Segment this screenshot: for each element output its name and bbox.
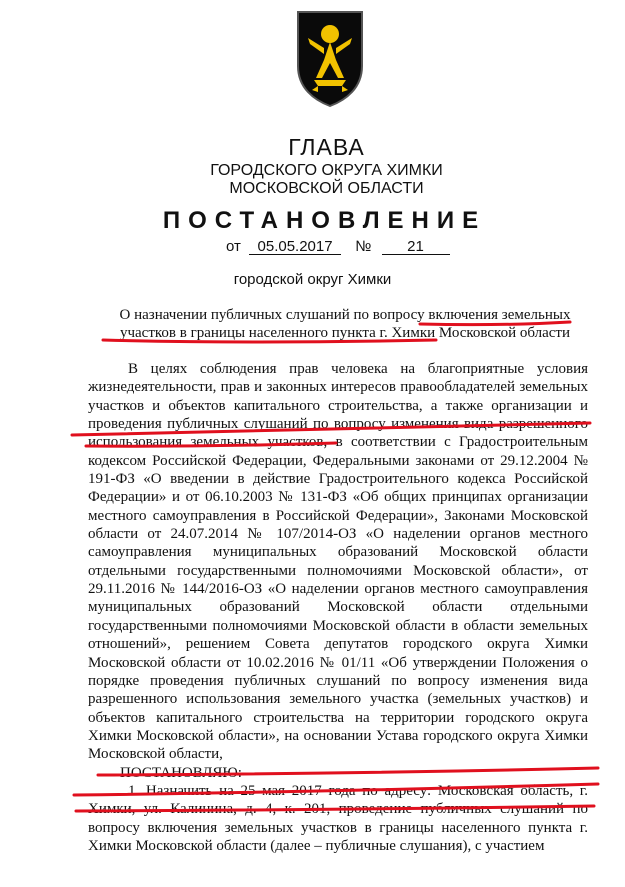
preamble-paragraph: В целях соблюдения прав человека на благоприятные условия жизнедеятельности, прав и законных интересов правообладателей земельных участков и объектов капитального строительства, а также организации и проведения публичных слушаний по вопросу изменения вида разрешенного использования земельных участков, в соответствии с Градостроительным кодексом Российской Федерации, Федеральными законами от 29.12.2004 № 191-ФЗ «О введении в действие Градостроительного кодекса Российской Федерации» и от 06.10.2003 № 131-ФЗ «Об общих принципах организации местного самоуправления в Российской Федерации», Законами Московской области от 24.07.2014 № 107/2014-ОЗ «О наделении органов местного самоуправления муниципальных образований Московской области отдельными государственными полномочиями Московской области», от 29.11.2016 № 144/2016-ОЗ «О наделении органов местного самоуправления муниципальных образований Московской области отдельными государственными полномочиями Московской области в области земельных отношений», решением Совета депутатов городского округа Химки Московской области от 10.02.2016 № 01/11 «Об утверждении Положения о порядке проведения публичных слушаний по вопросу изменения вида разрешенного использования земельного участка (земельных участков) и объектов капитального строительства на территории городского округа Химки Московской области», на основании Устава городского округа Химки Московской области, <box>88 361 588 763</box>
document-body <box>88 360 588 855</box>
header-title: ГЛАВА <box>288 134 365 160</box>
header-line-region: МОСКОВСКОЙ ОБЛАСТИ <box>229 180 424 197</box>
date-number-line <box>226 238 450 255</box>
document-number: 21 <box>382 239 450 255</box>
number-sign: № <box>355 238 372 255</box>
document-date: 05.05.2017 <box>249 239 341 255</box>
header-line-district: ГОРОДСКОГО ОКРУГА ХИМКИ <box>210 162 443 179</box>
khimki-coat-of-arms-icon <box>294 8 366 108</box>
document-type: ПОСТАНОВЛЕНИЕ <box>162 207 487 234</box>
city-line: городской округ Химки <box>233 271 392 288</box>
date-prefix: от <box>226 238 241 255</box>
item-1-paragraph: 1. Назначить на 25 мая 2017 года по адресу: Московская область, г. Химки, ул. Калинина, д. 4, к. 201, проведение публичных слушаний по вопросу включения земельных участков в границы населенного пункта г. Химки Московской области (далее – публичные слушания), с участием <box>88 782 588 854</box>
document-subject: О назначении публичных слушаний по вопросу включения земельных участков в границы населенного пункта г. Химки Московской области <box>119 307 571 341</box>
decree-word: ПОСТАНОВЛЯЮ: <box>120 764 242 781</box>
